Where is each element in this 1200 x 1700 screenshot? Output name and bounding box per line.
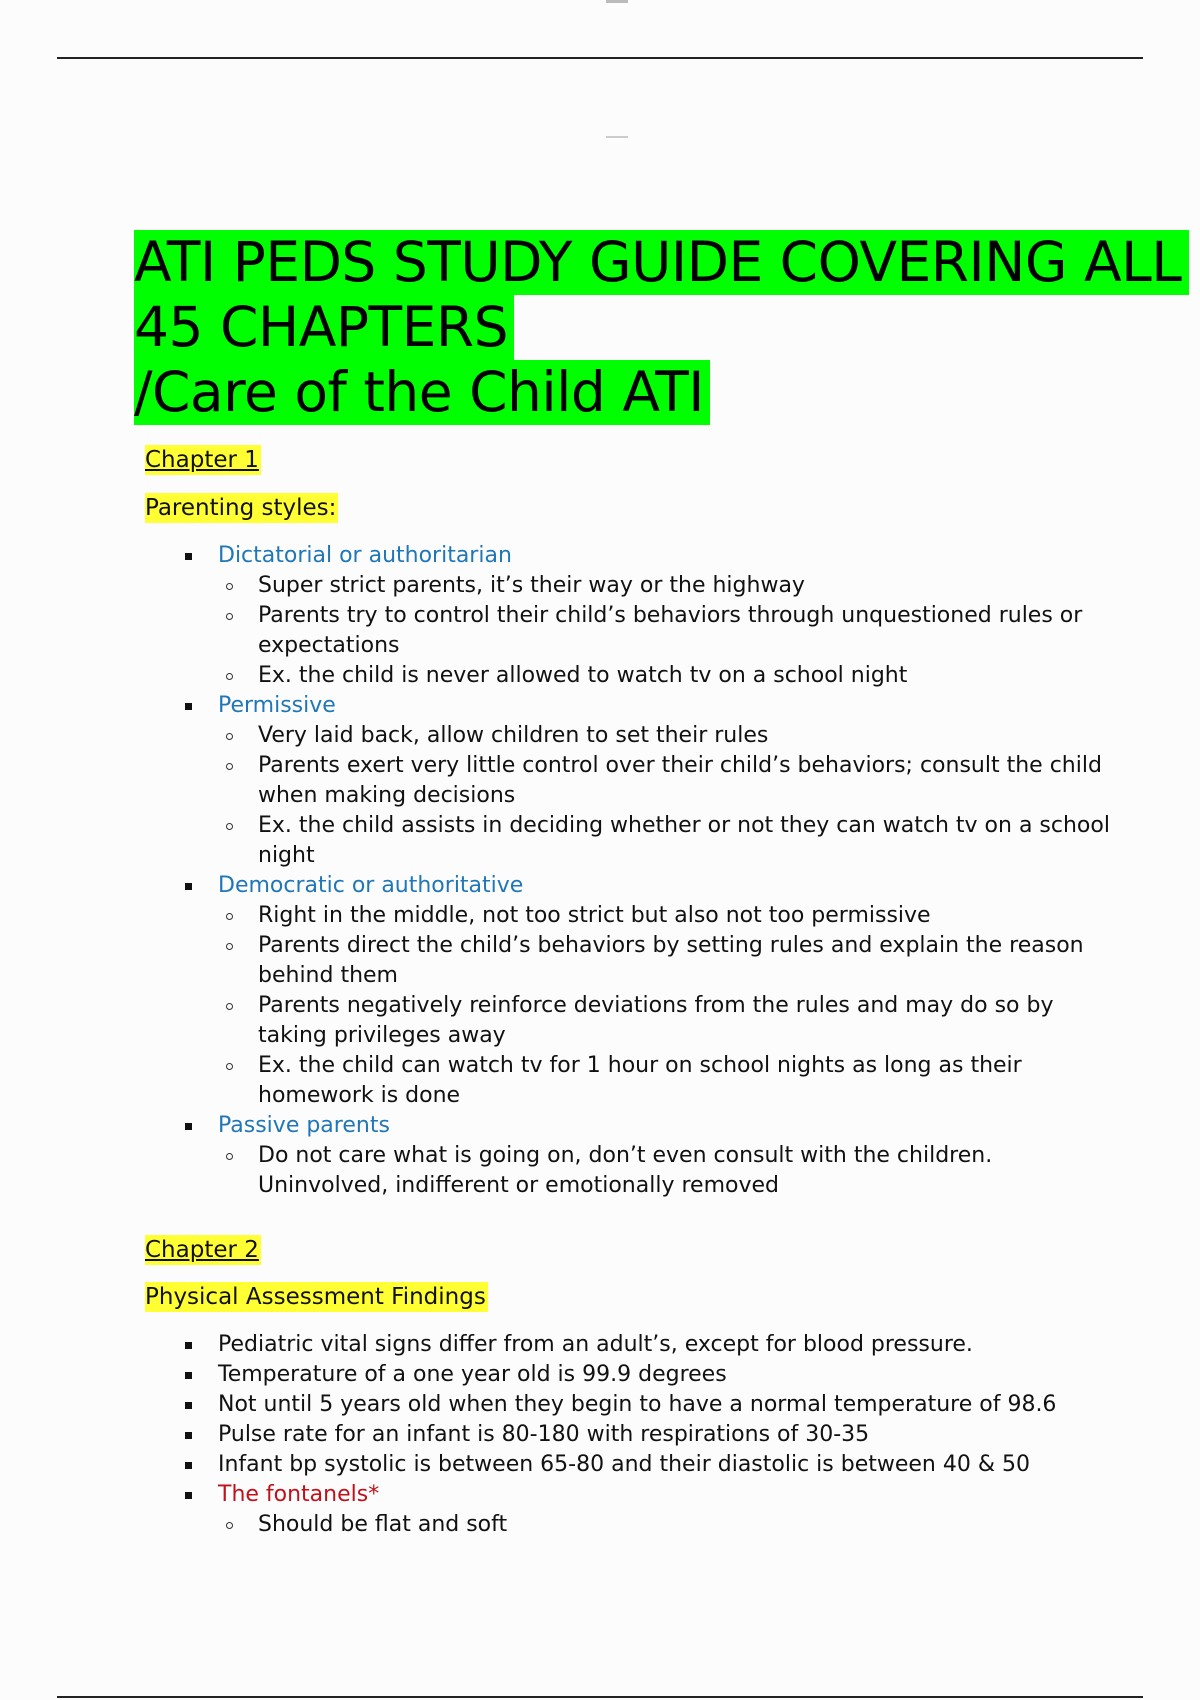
list-item: Pulse rate for an infant is 80-180 with respirations of 30-35 (185, 1420, 1115, 1450)
list-item: Parents exert very little control over their child’s behaviors; consult the child when making decisions (185, 751, 1115, 811)
circle-bullet-icon (226, 1003, 233, 1010)
list-item: Do not care what is going on, don’t even consult with the children. Uninvolved, indifferent or emotionally removed (185, 1141, 1115, 1201)
list-item (185, 1111, 1115, 1201)
bottom-rule (57, 1696, 1143, 1698)
list-item: Right in the middle, not too strict but also not too permissive (185, 901, 1115, 931)
list-item (185, 871, 1115, 1111)
list-item (185, 541, 1115, 691)
list-item: Ex. the child can watch tv for 1 hour on school nights as long as their homework is done (185, 1051, 1115, 1111)
circle-bullet-icon (226, 1522, 233, 1529)
list-item: Parents negatively reinforce deviations from the rules and may do so by taking privileges away (185, 991, 1115, 1051)
list-item (185, 1480, 1115, 1540)
title-line-1: ATI PEDS STUDY GUIDE COVERING ALL (134, 230, 1189, 295)
list-item: Pediatric vital signs differ from an adult’s, except for blood pressure. (185, 1330, 1115, 1360)
header-mark (606, 0, 628, 3)
style-heading: Permissive (218, 693, 336, 718)
chapter-2-label: Chapter 2 (145, 1237, 259, 1263)
list-item: Temperature of a one year old is 99.9 degrees (185, 1360, 1115, 1390)
title-line-3: /Care of the Child ATI (134, 360, 710, 425)
circle-bullet-icon (226, 943, 233, 950)
physical-assessment-list (185, 1330, 1115, 1540)
circle-bullet-icon (226, 1153, 233, 1160)
list-item: Not until 5 years old when they begin to have a normal temperature of 98.6 (185, 1390, 1115, 1420)
list-item: Infant bp systolic is between 65-80 and their diastolic is between 40 & 50 (185, 1450, 1115, 1480)
list-item: Parents direct the child’s behaviors by setting rules and explain the reason behind them (185, 931, 1115, 991)
chapter-1-topic-wrap (145, 493, 338, 523)
chapter-1-label: Chapter 1 (145, 447, 259, 473)
list-item: Parents try to control their child’s behaviors through unquestioned rules or expectations (185, 601, 1115, 661)
chapter-2-topic: Physical Assessment Findings (145, 1284, 486, 1310)
header-dash (606, 136, 628, 138)
style-heading: Passive parents (218, 1113, 390, 1138)
list-item: Ex. the child assists in deciding whether or not they can watch tv on a school night (185, 811, 1115, 871)
parenting-styles-list (185, 541, 1115, 1201)
chapter-1-label-wrap (145, 445, 261, 475)
list-item: Super strict parents, it’s their way or the highway (185, 571, 1115, 601)
circle-bullet-icon (226, 613, 233, 620)
title-line-2: 45 CHAPTERS (134, 295, 514, 360)
chapter-2-label-wrap (145, 1235, 261, 1265)
circle-bullet-icon (226, 733, 233, 740)
chapter-2-topic-wrap (145, 1282, 488, 1312)
list-item: Ex. the child is never allowed to watch tv on a school night (185, 661, 1115, 691)
circle-bullet-icon (226, 583, 233, 590)
style-heading: Democratic or authoritative (218, 873, 524, 898)
circle-bullet-icon (226, 823, 233, 830)
list-item: Should be flat and soft (185, 1510, 1115, 1540)
circle-bullet-icon (226, 673, 233, 680)
list-item: Very laid back, allow children to set their rules (185, 721, 1115, 751)
list-item (185, 691, 1115, 871)
chapter-1-topic: Parenting styles: (145, 495, 337, 521)
style-heading: Dictatorial or authoritarian (218, 543, 512, 568)
document-title (134, 230, 1189, 425)
circle-bullet-icon (226, 913, 233, 920)
top-rule (57, 57, 1143, 59)
fontanels-heading: The fontanels* (218, 1482, 380, 1507)
circle-bullet-icon (226, 763, 233, 770)
circle-bullet-icon (226, 1063, 233, 1070)
